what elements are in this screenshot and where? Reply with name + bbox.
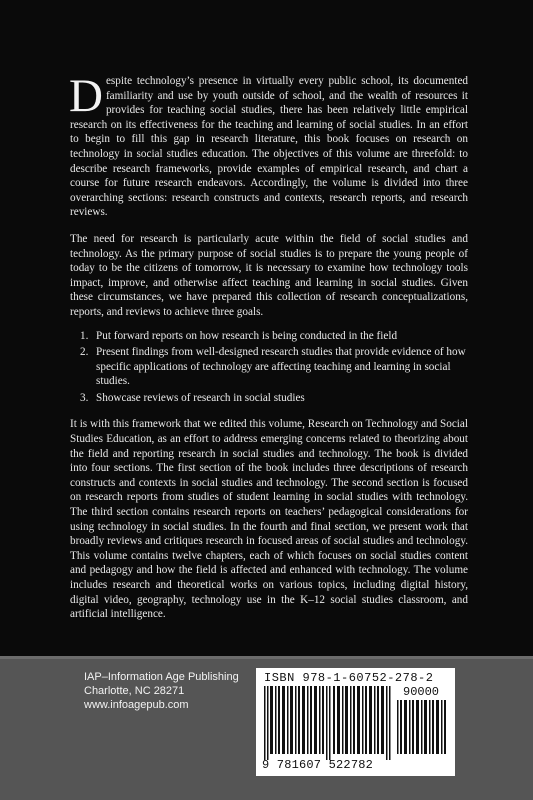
description bbox=[69, 70, 468, 622]
paragraph-framework: It is with this framework that we edited this volume, Research on Technology and Social Studies Education, as an effort to address emerging concerns related to theorizing about the field and reporting research in social studies and technology. The book is divided into four sections. The first section of the book includes three descriptions of research constructs and contexts in social studies and technology. The second section is focused on research reports from studies of student learning in social studies with technology. The third section contains research reports on teachers’ pedagogical considerations for using technology in social studies. In the fourth and final section, we present work that broadly reviews and critiques research in focused areas of social studies and technology. This volume contains twelve chapters, each of which focuses on social studies content and pedagogy and how the field is affected and enhanced with technology. The volume includes research and theoretical works on various topics, including digital history, digital video, geography, technology use in the K–12 social studies classroom, and artificial intelligence. bbox=[70, 418, 468, 621]
paragraph-intro-text: espite technology’s presence in virtually every public school, its documented familiarity and use by youth outside of school, and the wealth of resources it provides for teaching social studies, there has been relatively little empirical research on its effectiveness for the teaching and learning of social studies. In an effort to begin to fill this gap in research literature, this book focuses on research on technology in social studies education. The objectives of this volume are threefold: to describe research frameworks, provide examples of empirical research, and chart a course for future research endeavors. Accordingly, the volume is divided into three overarching sections: research constructs and contexts, research reports, and research reviews. bbox=[70, 75, 468, 219]
publisher-url: www.infoagepub.com bbox=[84, 699, 189, 711]
publisher-city: Charlotte, NC 28271 bbox=[84, 685, 185, 697]
isbn-label: ISBN 978-1-60752-278-2 bbox=[264, 671, 434, 685]
list-item bbox=[80, 345, 468, 389]
list-text: Put forward reports on how research is being conducted in the field bbox=[96, 329, 398, 342]
band-divider bbox=[0, 656, 533, 659]
barcode-number: 9 781607 522782 bbox=[262, 758, 374, 772]
barcode-box bbox=[256, 668, 455, 776]
publisher-info bbox=[84, 670, 239, 712]
list-text: Showcase reviews of research in social studies bbox=[96, 391, 305, 404]
publisher-name: IAP–Information Age Publishing bbox=[84, 671, 239, 683]
paragraph-need: The need for research is particularly acute within the field of social studies and technology. As the primary purpose of social studies is to prepare the young people of today to be the citizens of tomorrow, it is necessary to examine how technology tools impact, improve, and otherwise affect teaching and learning in social studies. Given these circumstances, we have prepared this collection of research conceptualizations, reports, and reviews to achieve three goals. bbox=[70, 232, 468, 318]
drop-cap: D bbox=[69, 70, 103, 122]
list-number: 1. bbox=[80, 329, 89, 342]
price-barcode bbox=[397, 700, 447, 754]
paragraph-intro bbox=[69, 70, 468, 220]
list-item bbox=[80, 391, 468, 406]
price-code: 90000 bbox=[403, 685, 440, 699]
list-text: Present findings from well-designed research studies that provide evidence of how specific applications of technology are affecting teaching and learning in social studies. bbox=[96, 346, 466, 388]
list-number: 3. bbox=[80, 391, 89, 404]
ean-barcode bbox=[264, 686, 394, 760]
goals-list bbox=[70, 329, 468, 406]
list-item bbox=[80, 329, 468, 344]
list-number: 2. bbox=[80, 346, 89, 359]
